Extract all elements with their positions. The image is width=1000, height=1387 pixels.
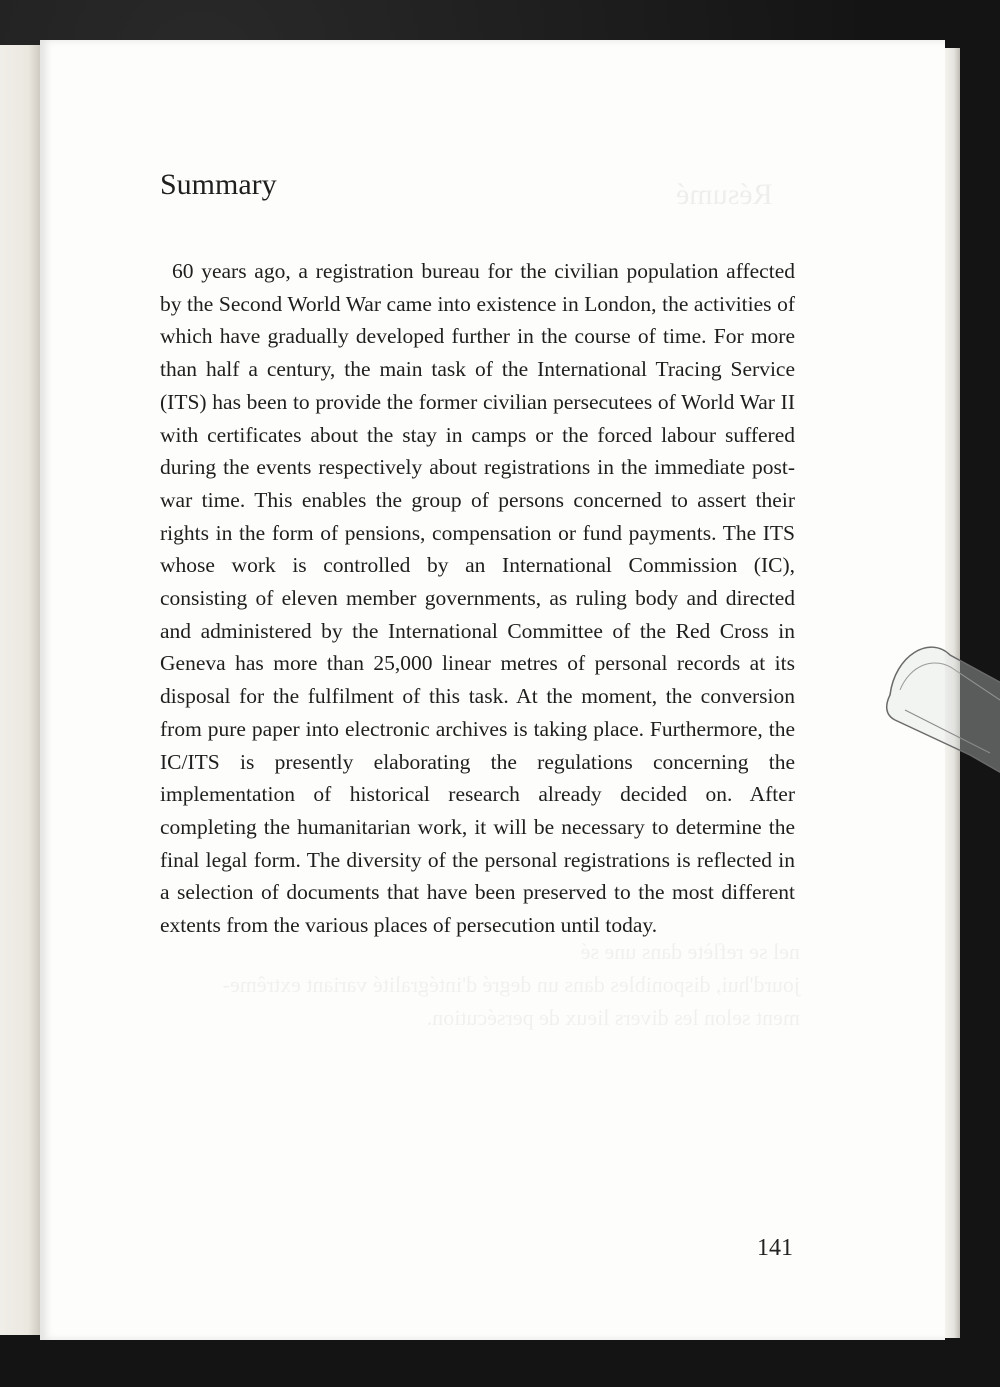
show-through-text: nel se reflète dans une sé jourd'hui, disponibles dans un degré d'intégralité variant extrême- ment selon les divers lieux de persécution. — [222, 939, 800, 1030]
transparent-page-clip — [880, 635, 1000, 775]
page-number: 141 — [757, 1235, 793, 1261]
previous-page-edge — [0, 45, 40, 1335]
show-through-title: Résumé — [676, 178, 773, 211]
summary-paragraph: 60 years ago, a registration bureau for the civilian population affected by the Second World War came into existence in London, the activities of which have gradually developed further in the course of time. For more than half a century, the main task of the International Tracing Service (ITS) has been to provide the former civilian persecutees of World War II with certificates about the stay in camps or the forced labour suffered during the events respectively about registrations in the immediate post-war time. This enables the group of persons concerned to assert their rights in the form of pensions, compensation or fund payments. The ITS whose work is controlled by an International Commission (IC), consisting of eleven member governments, as ruling body and directed and administered by the International Committee of the Red Cross in Geneva has more than 25,000 linear metres of personal records at its disposal for the fulfilment of this task. At the moment, the conversion from pure paper into electronic archives is taking place. Furthermore, the IC/ITS is presently elaborating the regulations concerning the implementation of historical research already decided on. After completing the humanitarian work, it will be necessary to determine the final legal form. The diversity of the personal registrations is reflected in a selection of documents that have been preserved to the most different extents from the various places of persecution until today. — [160, 259, 795, 938]
page-title: Summary — [160, 168, 277, 201]
